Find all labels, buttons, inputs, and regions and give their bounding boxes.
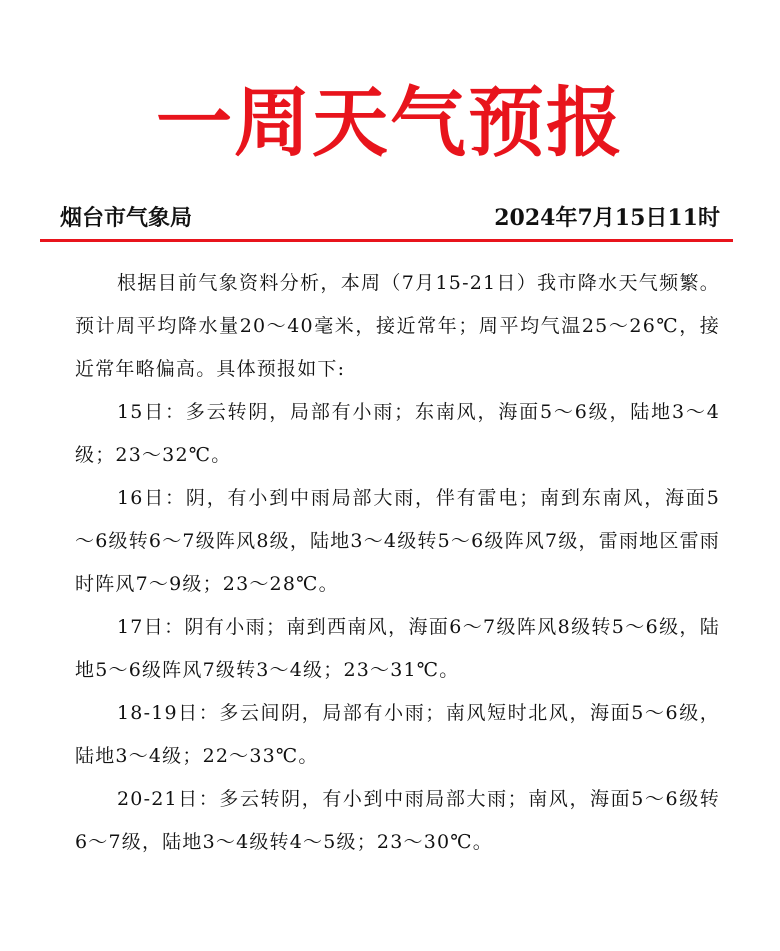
forecast-date: 15日：: [117, 401, 186, 423]
forecast-date: 20-21日：: [117, 788, 220, 810]
document-title: 一周天气预报: [156, 78, 624, 167]
forecast-text: 阴，有小到中雨局部大雨，伴有雷电；南到东南风，海面5～6级转6～7级阵风8级，陆地3～4级转5～6级阵风7级，雷雨地区雷雨时阵风7～9级；23～28℃。: [75, 487, 721, 595]
forecast-body: [75, 262, 720, 864]
forecast-date: 18-19日：: [117, 702, 220, 724]
forecast-paragraph-day-17: [75, 606, 720, 692]
document-header: [60, 202, 720, 234]
summary-paragraph: 根据目前气象资料分析，本周（7月15-21日）我市降水天气频繁。预计周平均降水量20～40毫米，接近常年；周平均气温25～26℃，接近常年略偏高。具体预报如下:: [75, 272, 720, 380]
forecast-text: 多云间阴，局部有小雨；南风短时北风，海面5～6级，陆地3～4级；22～33℃。: [75, 702, 720, 767]
forecast-text: 阴有小雨；南到西南风，海面6～7级阵风8级转5～6级，陆地5～6级阵风7级转3～4级；23～31℃。: [75, 616, 720, 681]
forecast-paragraph-day-16: [75, 477, 720, 606]
forecast-date: 16日：: [117, 487, 186, 509]
forecast-paragraph-day-20-21: [75, 778, 720, 864]
forecast-date: 17日：: [117, 616, 185, 638]
header-divider: [40, 239, 733, 242]
forecast-text: 多云转阴，局部有小雨；东南风，海面5～6级，陆地3～4级；23～32℃。: [75, 401, 720, 466]
forecast-paragraph-day-18-19: [75, 692, 720, 778]
forecast-text: 多云转阴，有小到中雨局部大雨；南风，海面5～6级转6～7级，陆地3～4级转4～5级；23～30℃。: [75, 788, 720, 853]
forecast-paragraph-day-15: [75, 391, 720, 477]
issue-time: 2024年7月15日11时: [494, 205, 720, 231]
issuer-name: 烟台市气象局: [60, 205, 193, 231]
